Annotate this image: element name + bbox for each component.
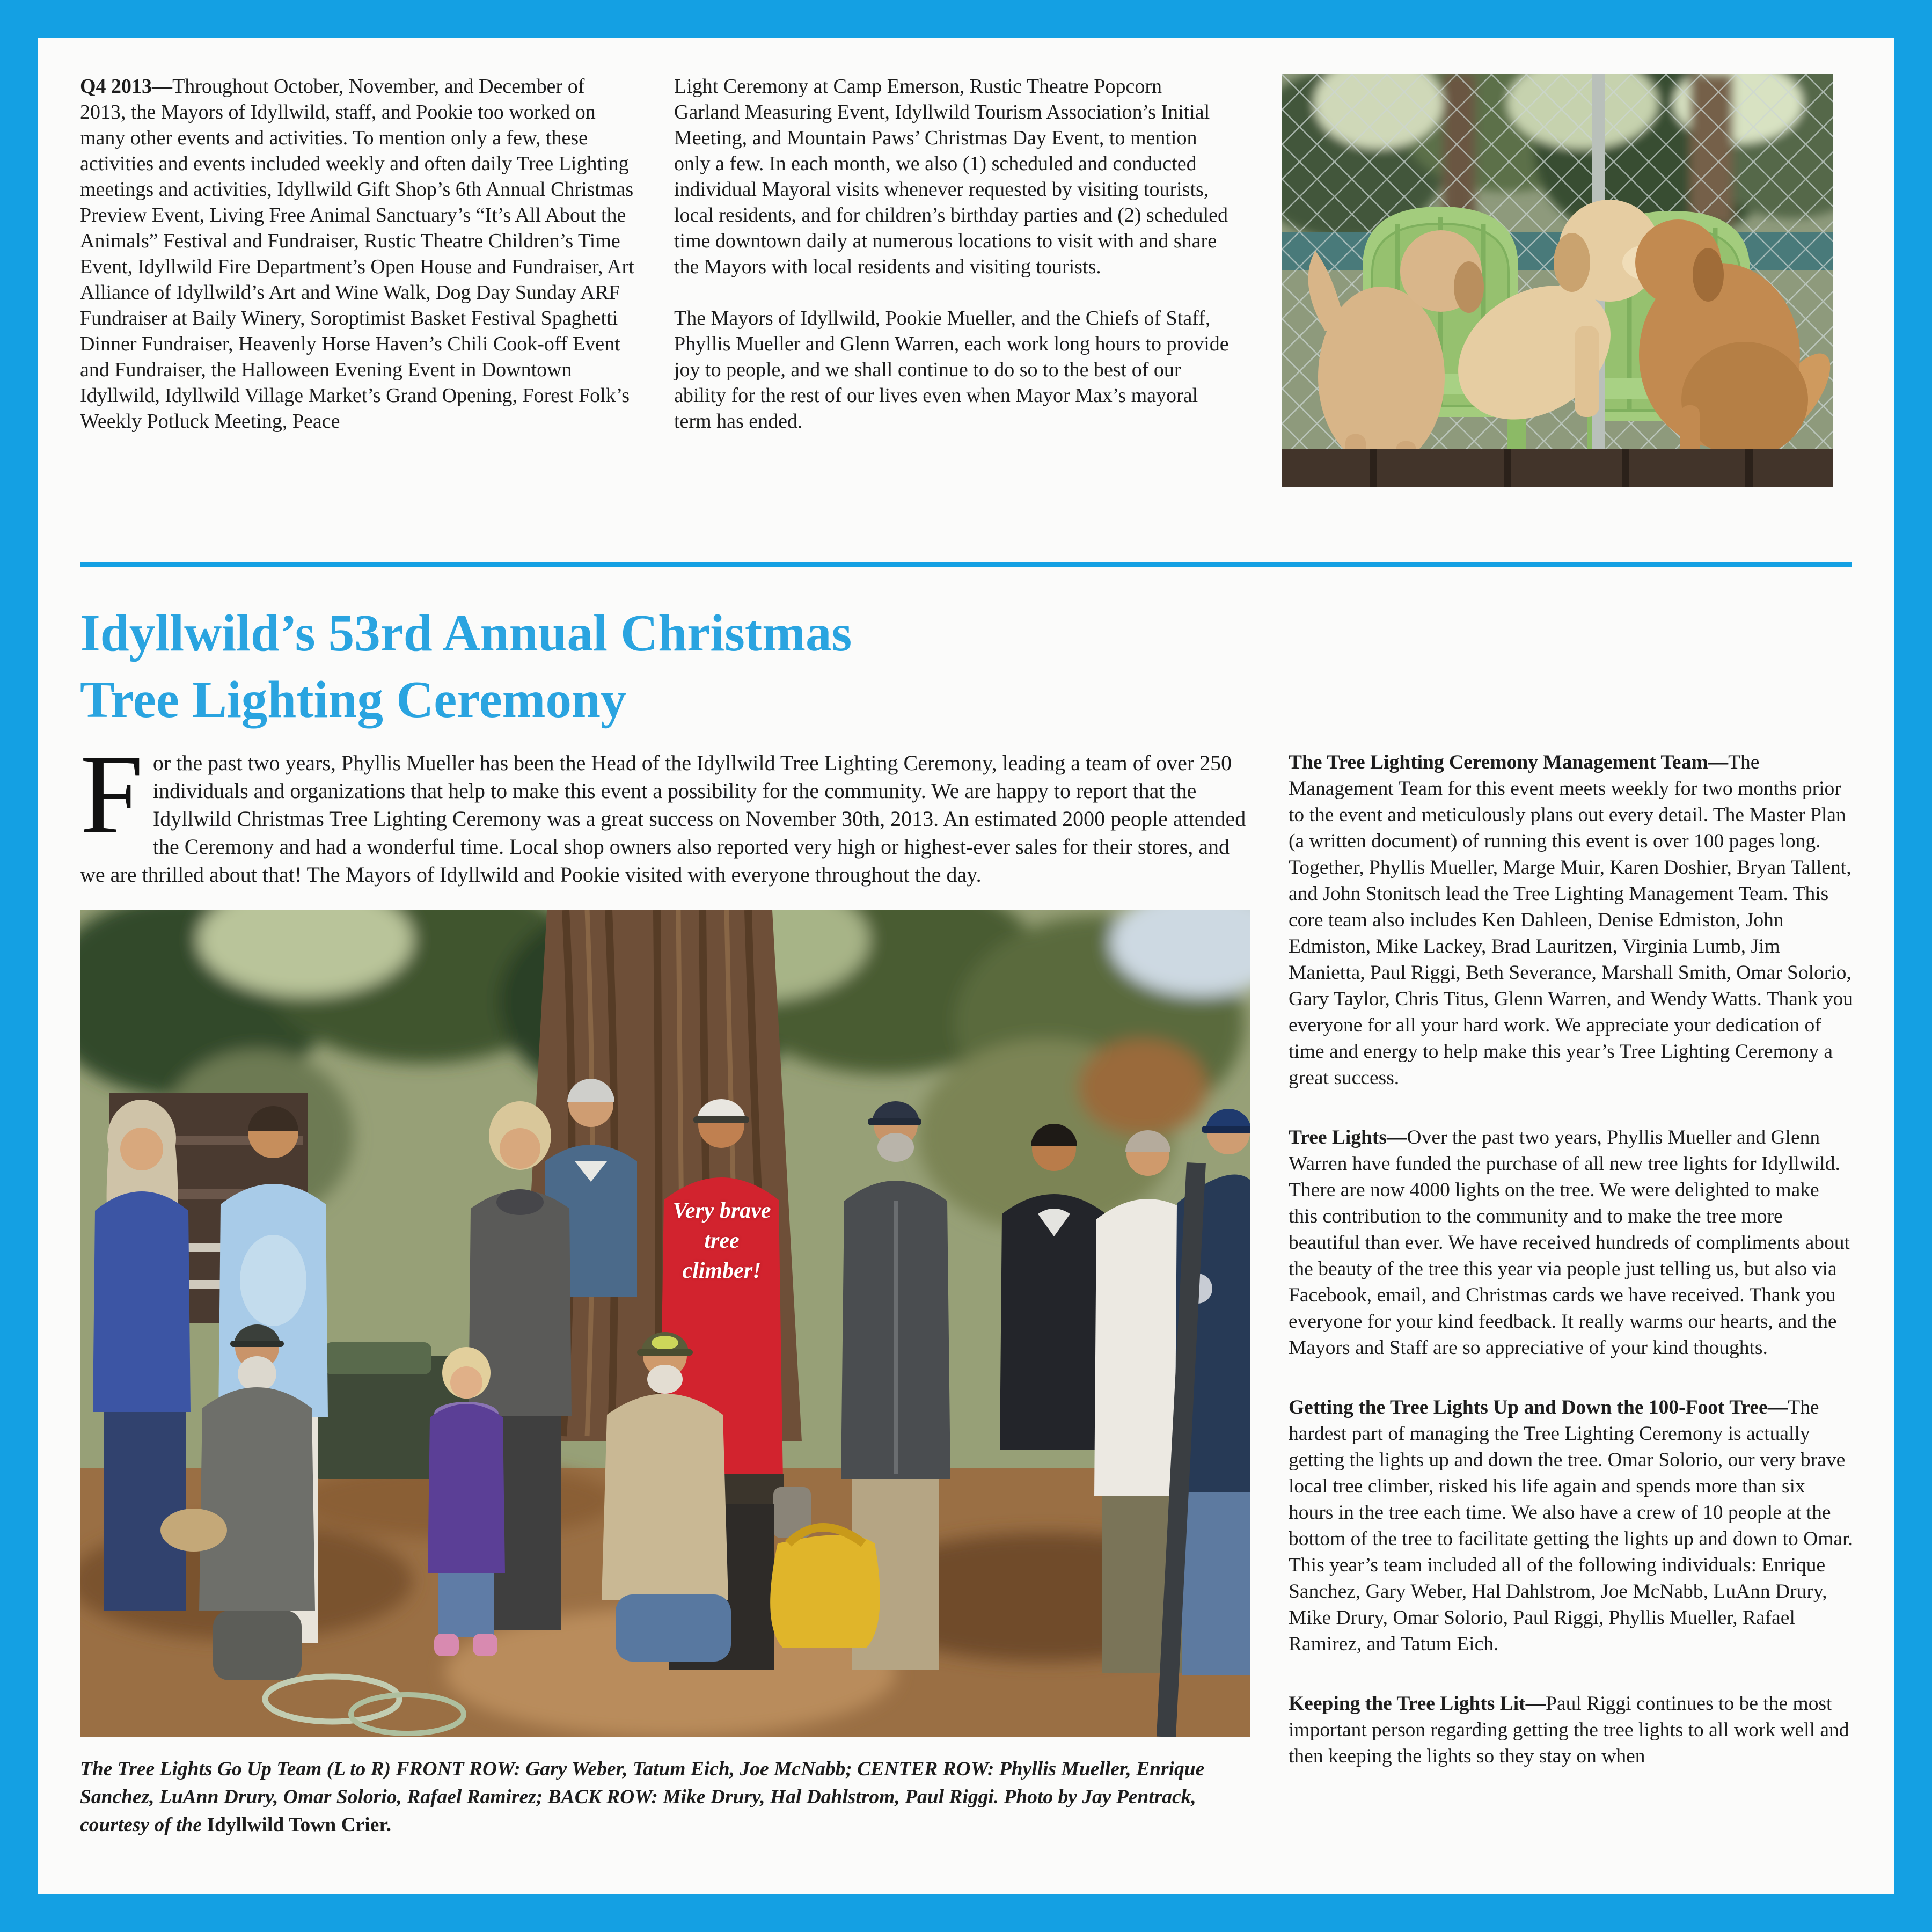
continuation-column: [674, 74, 1232, 434]
overlay-line-2: tree: [704, 1228, 740, 1253]
lights-up-down-text: The hardest part of managing the Tree Lighting Ceremony is actually getting the lights up and down the tree. Omar Solorio, our very brave local tree climber, risked his life again and spends more than six hours in the tree each time. We also have a crew of 10 people at the bottom of the tree to facilitate getting the lights up and down to Omar. This year’s team included all of the following individuals: Enrique Sanchez, Gary Weber, Hal Dahlstrom, Joe McNabb, LuAnn Drury, Mike Drury, Omar Solorio, Paul Riggi, Phyllis Mueller, Rafael Ramirez, and Tatum Eich.: [1289, 1396, 1853, 1655]
caption-main: The Tree Lights Go Up Team (L to R) FRONT ROW: Gary Weber, Tatum Eich, Joe McNabb; CENTER ROW: Phyllis Mueller, Enrique Sanchez, LuAnn Drury, Omar Solorio, Rafael Ramirez; BACK ROW: Mike Drury, Hal Dahlstrom, Paul Riggi. Photo by Jay Pentrack, courtesy of the: [80, 1758, 1205, 1836]
deck-floor: [1282, 449, 1833, 487]
management-team-lead: The Tree Lighting Ceremony Management Team—: [1289, 751, 1729, 773]
tree-lights-lead: Tree Lights—: [1289, 1126, 1407, 1148]
caption-publication: Idyllwild Town Crier.: [207, 1814, 391, 1836]
overlay-line-3: climber!: [682, 1258, 762, 1283]
dogs-photo: [1282, 74, 1833, 487]
intro-paragraph: [80, 731, 1250, 889]
drop-cap: F: [80, 731, 143, 857]
photo-caption: [80, 1755, 1250, 1839]
continuation-paragraph-2: The Mayors of Idyllwild, Pookie Mueller, and the Chiefs of Staff, Phyllis Mueller and Glenn Warren, each work long hours to provide joy to people, and we shall continue to do so to the best of our ability for the rest of our lives even when Mayor Max’s mayoral term has ended.: [674, 307, 1229, 433]
photo-overlay-text: [672, 1196, 771, 1286]
article-right-column: [1289, 749, 1853, 1803]
article-headline: [80, 600, 1852, 733]
lights-lit-lead: Keeping the Tree Lights Lit—: [1289, 1693, 1546, 1715]
q4-lead: Q4 2013—: [80, 75, 173, 98]
q4-paragraph: [80, 74, 635, 434]
article-body: [80, 731, 1854, 1839]
intro-text: or the past two years, Phyllis Mueller has been the Head of the Idyllwild Tree Lighting Ceremony, leading a team of over 250 individuals and organizations that help to make this event a possibility for the community. We are happy to report that the Idyllwild Christmas Tree Lighting Ceremony was a great success on November 30th, 2013. An estimated 2000 people attended the Ceremony and had a wonderful time. Local shop owners also reported very high or highest-ever sales for their stores, and we are thrilled about that! The Mayors of Idyllwild and Pookie visited with everyone throughout the day.: [80, 751, 1246, 887]
lights-up-down-lead: Getting the Tree Lights Up and Down the 100-Foot Tree—: [1289, 1396, 1788, 1418]
section-divider: [80, 562, 1852, 567]
group-photo-illustration: [80, 910, 1250, 1737]
q4-column: [80, 74, 635, 434]
q4-text: Throughout October, November, and December of 2013, the Mayors of Idyllwild, staff, and Pookie too worked on many other events and activities. To mention only a few, these activities and events included weekly and often daily Tree Lighting meetings and activities, Idyllwild Gift Shop’s 6th Annual Christmas Preview Event, Living Free Animal Sanctuary’s “It’s All About the Animals” Festival and Fundraiser, Rustic Theatre Children’s Time Event, Idyllwild Fire Department’s Open House and Fundraiser, Art Alliance of Idyllwild’s Art and Wine Walk, Dog Day Sunday ARF Fundraiser at Baily Winery, Soroptimist Basket Festival Spaghetti Dinner Fundraiser, Heavenly Horse Haven’s Chili Cook-off Event and Fundraiser, the Halloween Evening Event in Downtown Idyllwild, Idyllwild Village Market’s Grand Opening, Forest Folk’s Weekly Potluck Meeting, Peace: [80, 75, 634, 433]
group-photo: [80, 910, 1250, 1737]
tree-lights-paragraph: [1289, 1124, 1853, 1361]
article-left: [80, 731, 1250, 1839]
dogs-photo-illustration: [1282, 74, 1833, 487]
top-section: [80, 74, 1852, 487]
lights-lit-text: Paul Riggi continues to be the most important person regarding getting the tree lights to all work well and then keeping the lights so they stay on when: [1289, 1693, 1849, 1767]
headline-line-2: Tree Lighting Ceremony: [80, 671, 627, 728]
continuation-paragraph-1: Light Ceremony at Camp Emerson, Rustic Theatre Popcorn Garland Measuring Event, Idyllwild Tourism Association’s Initial Meeting, and Mountain Paws’ Christmas Day Event, to mention only a few. In each month, we also (1) scheduled and conducted individual Mayoral visits whenever requested by visiting tourists, local residents, and for children’s birthday parties and (2) scheduled time downtown daily at numerous locations to visit with and share the Mayors with local residents and visiting tourists.: [674, 75, 1228, 278]
headline-line-1: Idyllwild’s 53rd Annual Christmas: [80, 604, 852, 662]
lights-lit-paragraph: [1289, 1690, 1853, 1769]
equipment-cab: [324, 1342, 431, 1374]
page-content: [38, 38, 1894, 1894]
tree-lights-text: Over the past two years, Phyllis Mueller and Glenn Warren have funded the purchase of all new tree lights for Idyllwild. There are now 4000 lights on the tree. We were delighted to make this contribution to the community and to make the tree more beautiful than ever. We have received hundreds of compliments about the beauty of the tree this year via people just telling us, but also via Facebook, email, and Christmas cards we have received. Thank you everyone for your kind feedback. It really warms our hearts, and the Mayors and Staff are so appreciative of your kind thoughts.: [1289, 1126, 1850, 1359]
management-team-text: The Management Team for this event meets weekly for two months prior to the event and meticulously plans out every detail. The Master Plan (a written document) of running this event is over 100 pages long. Together, Phyllis Mueller, Marge Muir, Karen Doshier, Bryan Tallent, and John Stonitsch lead the Tree Lighting Management Team. This core team also includes Ken Dahleen, Denise Edmiston, John Edmiston, Mike Lackey, Brad Lauritzen, Virginia Lumb, Jim Manietta, Paul Riggi, Beth Severance, Marshall Smith, Omar Solorio, Gary Taylor, Chris Titus, Glenn Warren, and Wendy Watts. Thank you everyone for all your hard work. We appreciate your dedication of time and energy to help make this year’s Tree Lighting Ceremony a great success.: [1289, 751, 1854, 1089]
management-team-paragraph: [1289, 749, 1853, 1091]
lights-up-down-paragraph: [1289, 1394, 1853, 1657]
overlay-line-1: Very brave: [672, 1198, 771, 1223]
